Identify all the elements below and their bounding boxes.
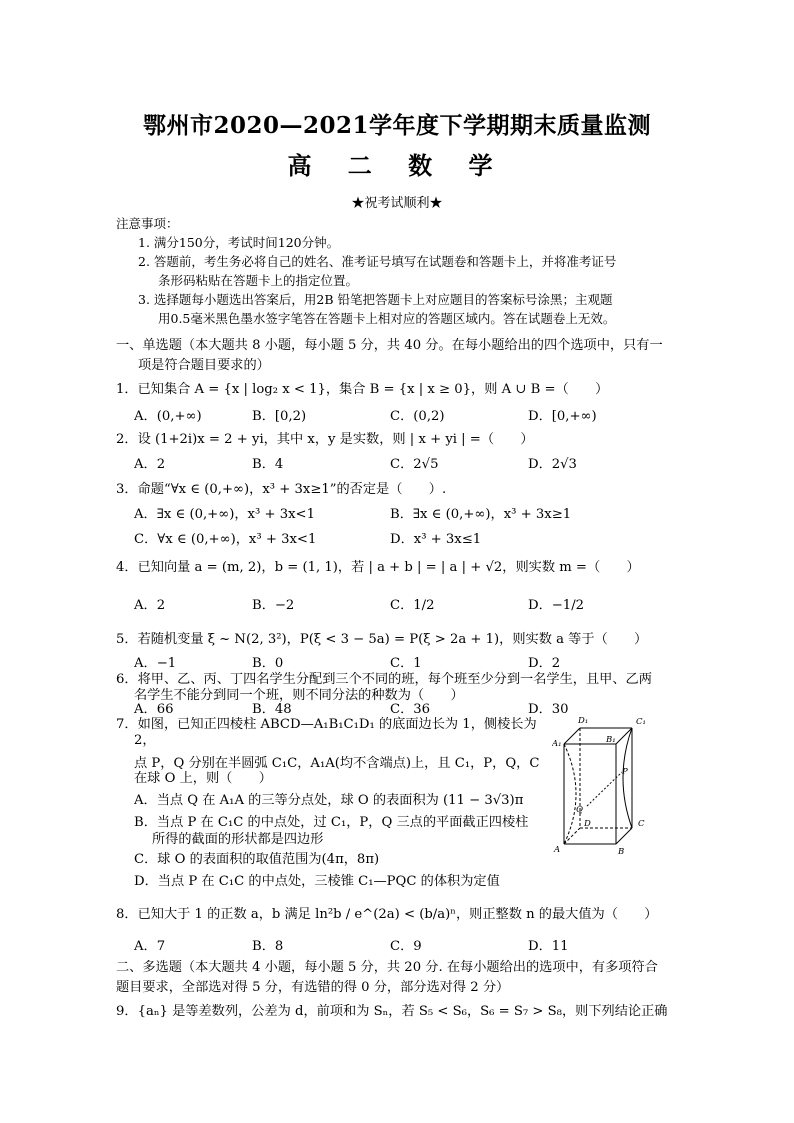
question-5-option-a: A．−1 — [134, 656, 177, 671]
question-4-stem: 4．已知向量 a = (m, 2)，b = (1, 1)，若 | a + b | = | a | + √2，则实数 m =（ ） — [116, 560, 640, 575]
figure-label: A₁ — [552, 739, 562, 749]
question-5-option-d: D．2 — [528, 656, 561, 671]
question-7-option-b: B．当点 P 在 C₁C 的中点处，过 C₁，P，Q 三点的平面截正四棱柱 — [134, 815, 529, 830]
exam-title: 鄂州市2020—2021学年度下学期期末质量监测 — [142, 112, 652, 139]
question-1-stem: 1．已知集合 A = {x | log₂ x < 1}，集合 B = {x | x ≥ 0}，则 A ∪ B =（ ） — [116, 382, 609, 397]
question-1-option-b: B．[0,2) — [252, 409, 307, 424]
question-4-option-a: A．2 — [134, 598, 166, 613]
question-6-stem: 6．将甲、乙、丙、丁四名学生分配到三个不同的班，每个班至少分到一名学生，且甲、乙两 — [116, 672, 652, 687]
figure-label: Q — [576, 805, 583, 815]
question-7-option-c: C．球 O 的表面积的取值范围为(4π，8π) — [134, 852, 380, 867]
figure-label: B — [618, 847, 625, 857]
question-2-option-b: B．4 — [252, 457, 284, 472]
question-5-option-c: C．1 — [390, 656, 422, 671]
question-5-stem: 5．若随机变量 ξ ~ N(2, 3²)，P(ξ < 3 − 5a) = P(ξ > 2a + 1)，则实数 a 等于（ ） — [116, 632, 648, 647]
question-8-option-b: B．8 — [252, 939, 284, 954]
note-item: 用0.5毫米黑色墨水签字笔答在答题卡上相对应的答题区域内。答在试题卷上无效。 — [158, 311, 616, 326]
question-1-option-d: D．[0,+∞) — [528, 409, 597, 424]
blessing-line: ★祝考试顺利★ — [351, 196, 443, 211]
question-3-option-d: D．x³ + 3x≤1 — [390, 532, 482, 547]
note-item: 2. 答题前，考生务必将自己的姓名、准考证号填写在试题卷和答题卡上，并将准考证号 — [138, 254, 617, 269]
question-9-stem: 9．{aₙ} 是等差数列，公差为 d，前项和为 Sₙ，若 S₅ < S₆，S₆ = S₇ > S₈，则下列结论正确 — [116, 1004, 668, 1019]
question-4-option-c: C．1/2 — [390, 598, 435, 613]
question-2-option-d: D．2√3 — [528, 457, 577, 472]
question-4-option-b: B．−2 — [252, 598, 295, 613]
question-6-option-a: A．66 — [134, 702, 174, 717]
question-7-option-b-cont: 所得的截面的形状都是四边形 — [152, 832, 324, 847]
question-7-stem: 7．如图，已知正四棱柱 ABCD—A₁B₁C₁D₁ 的底面边长为 1，侧棱长为 — [116, 717, 537, 732]
question-4-option-d: D．−1/2 — [528, 598, 585, 613]
figure-label: P — [622, 767, 628, 777]
question-5-option-b: B．0 — [252, 656, 284, 671]
question-8-stem: 8．已知大于 1 的正数 a，b 满足 ln²b / e^(2a) < (b/a)ⁿ，则正整数 n 的最大值为（ ） — [116, 907, 658, 922]
question-2-stem: 2．设 (1+2i)x = 2 + yi，其中 x，y 是实数，则 | x + yi | =（ ） — [116, 432, 534, 447]
question-7-stem-cont: 2， — [134, 733, 156, 748]
question-2-option-c: C．2√5 — [390, 457, 439, 472]
notes-heading: 注意事项： — [116, 216, 179, 231]
section-heading-multi: 二、多选题（本大题共 4 小题，每小题 5 分，共 20 分. 在每小题给出的选项中，有多项符合 — [116, 960, 658, 975]
question-3-option-c: C．∀x ∈ (0,+∞)，x³ + 3x<1 — [134, 532, 317, 547]
figure-label: A — [554, 845, 561, 855]
section-heading-single-cont: 项是符合题目要求的） — [138, 358, 270, 373]
section-heading-single: 一、单选题（本大题共 8 小题，每小题 5 分，共 40 分。在每小题给出的四个选项中，只有一 — [116, 338, 663, 353]
exam-subject: 高 二 数 学 — [287, 151, 507, 180]
question-6-option-b: B．48 — [252, 702, 292, 717]
figure-label: C — [638, 819, 645, 829]
prism-figure — [552, 712, 662, 860]
question-3-option-a: A．∃x ∈ (0,+∞)，x³ + 3x<1 — [134, 507, 315, 522]
section-heading-multi-cont: 题目要求，全部选对得 5 分，有选错的得 0 分，部分选对得 2 分） — [116, 980, 510, 995]
question-3-option-b: B．∃x ∈ (0,+∞)，x³ + 3x≥1 — [390, 507, 572, 522]
question-8-option-a: A．7 — [134, 939, 166, 954]
question-7-option-d: D．当点 P 在 C₁C 的中点处，三棱锥 C₁—PQC 的体积为定值 — [134, 874, 500, 889]
figure-label: B₁ — [606, 735, 616, 745]
question-1-option-c: C．(0,2) — [390, 409, 445, 424]
question-6-option-d: D．30 — [528, 702, 569, 717]
question-2-option-a: A．2 — [134, 457, 166, 472]
question-7-stem-cont: 在球 O 上，则（ ） — [134, 771, 272, 786]
question-8-option-c: C．9 — [390, 939, 422, 954]
note-item: 3. 选择题每小题选出答案后，用2B 铅笔把答题卡上对应题目的答案标号涂黑；主观题 — [138, 292, 613, 307]
question-1-option-a: A．(0,+∞) — [134, 409, 202, 424]
figure-label: C₁ — [636, 717, 646, 727]
question-6-option-c: C．36 — [390, 702, 431, 717]
question-8-option-d: D．11 — [528, 939, 569, 954]
question-7-option-a: A．当点 Q 在 A₁A 的三等分点处，球 O 的表面积为 (11 − 3√3)π — [134, 793, 524, 808]
figure-label: D — [584, 819, 591, 829]
figure-label: D₁ — [578, 716, 589, 726]
question-6-stem-cont: 名学生不能分到同一个班，则不同分法的种数为（ ） — [134, 688, 464, 703]
question-7-stem-cont: 点 P，Q 分别在半圆弧 C₁C，A₁A(均不含端点)上，且 C₁，P，Q，C — [134, 756, 540, 771]
note-item: 1. 满分150分，考试时间120分钟。 — [138, 235, 340, 250]
question-3-stem: 3．命题“∀x ∈ (0,+∞)，x³ + 3x≥1”的否定是（ ）. — [116, 482, 447, 497]
note-item: 条形码粘贴在答题卡上的指定位置。 — [158, 273, 359, 288]
